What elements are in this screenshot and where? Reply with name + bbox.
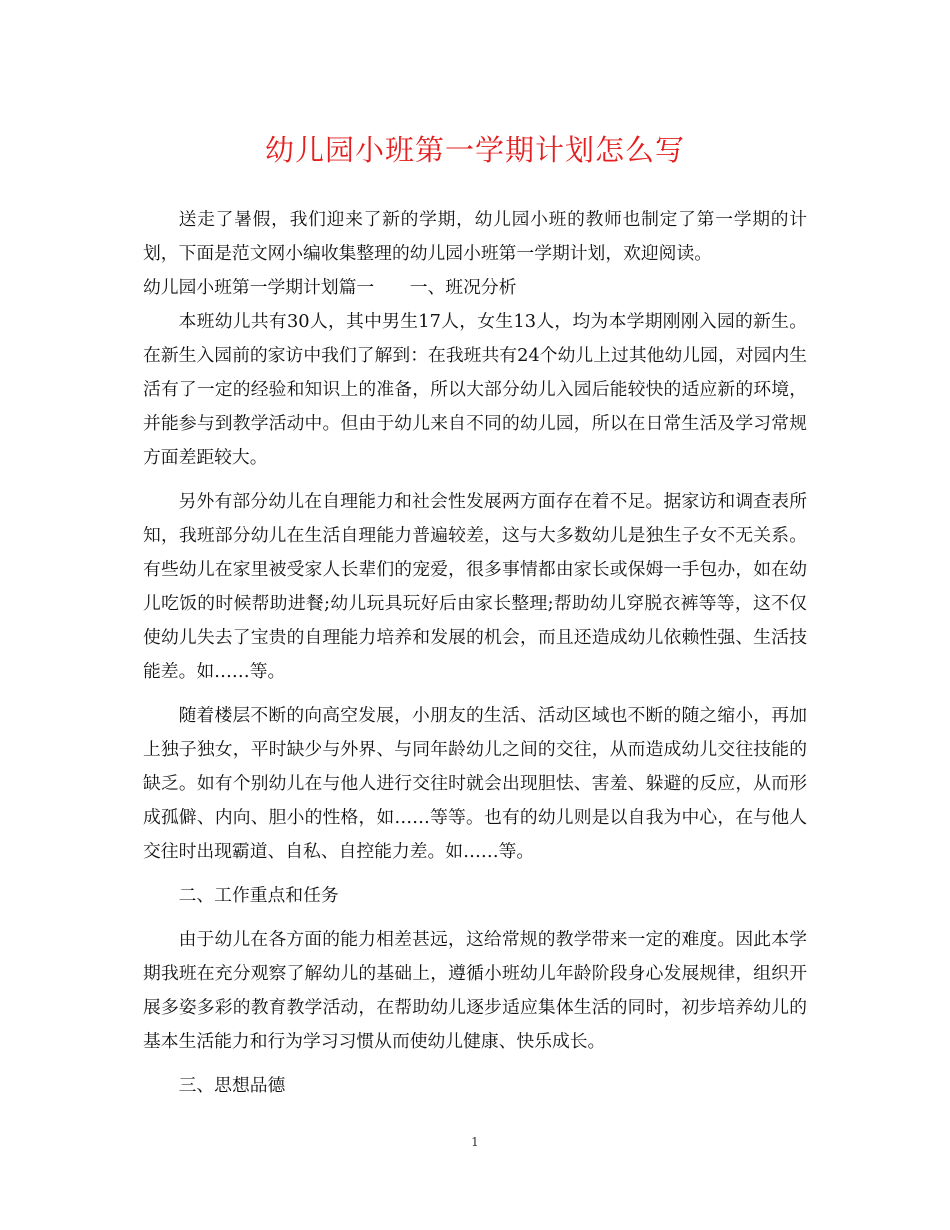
class-analysis-paragraph-3: 随着楼层不断的向高空发展，小朋友的生活、活动区域也不断的随之缩小，再加上独子独女，平时缺少与外界、与同年龄幼儿之间的交往，从而造成幼儿交往技能的缺乏。如有个别幼儿在与他人进行交往时就会出现胆怯、害羞、躲避的反应，从而形成孤僻、内向、胆小的性格，如……等等。也有的幼儿则是以自我为中心，在与他人交往时出现霸道、自私、自控能力差。如……等。: [143, 705, 807, 862]
class-analysis-paragraph-2: 另外有部分幼儿在自理能力和社会性发展两方面存在着不足。据家访和调查表所知，我班部分幼儿在生活自理能力普遍较差，这与大多数幼儿是独生子女不无关系。有些幼儿在家里被受家人长辈们的宠爱，很多事情都由家长或保姆一手包办，如在幼儿吃饭的时候帮助进餐;幼儿玩具玩好后由家长整理;帮助幼儿穿脱衣裤等等，这不仅使幼儿失去了宝贵的自理能力培养和发展的机会，而且还造成幼儿依赖性强、生活技能差。如……等。: [143, 491, 807, 682]
document-title: 幼儿园小班第一学期计划怎么写: [264, 133, 685, 167]
intro-paragraph: 送走了暑假，我们迎来了新的学期，幼儿园小班的教师也制定了第一学期的计划，下面是范文网小编收集整理的幼儿园小班第一学期计划，欢迎阅读。: [143, 209, 807, 264]
page-number: 1: [471, 1135, 479, 1149]
plan-heading: 幼儿园小班第一学期计划篇一 一、班况分析: [143, 277, 517, 298]
document-body: [143, 203, 807, 1103]
section-2-title: 二、工作重点和任务: [178, 885, 339, 906]
section-3-title: 三、思想品德: [178, 1075, 286, 1096]
work-focus-paragraph: 由于幼儿在各方面的能力相差甚远，这给常规的教学带来一定的难度。因此本学期我班在充分观察了解幼儿的基础上，遵循小班幼儿年龄阶段身心发展规律，组织开展多姿多彩的教育教学活动，在帮助幼儿逐步适应集体生活的同时，初步培养幼儿的基本生活能力和行为学习习惯从而使幼儿健康、快乐成长。: [143, 929, 807, 1052]
class-analysis-paragraph-1: 本班幼儿共有30人，其中男生17人，女生13人，均为本学期刚刚入园的新生。在新生入园前的家访中我们了解到：在我班共有24个幼儿上过其他幼儿园，对园内生活有了一定的经验和知识上的准备，所以大部分幼儿入园后能较快的适应新的环境，并能参与到教学活动中。但由于幼儿来自不同的幼儿园，所以在日常生活及学习常规方面差距较大。: [143, 311, 807, 468]
